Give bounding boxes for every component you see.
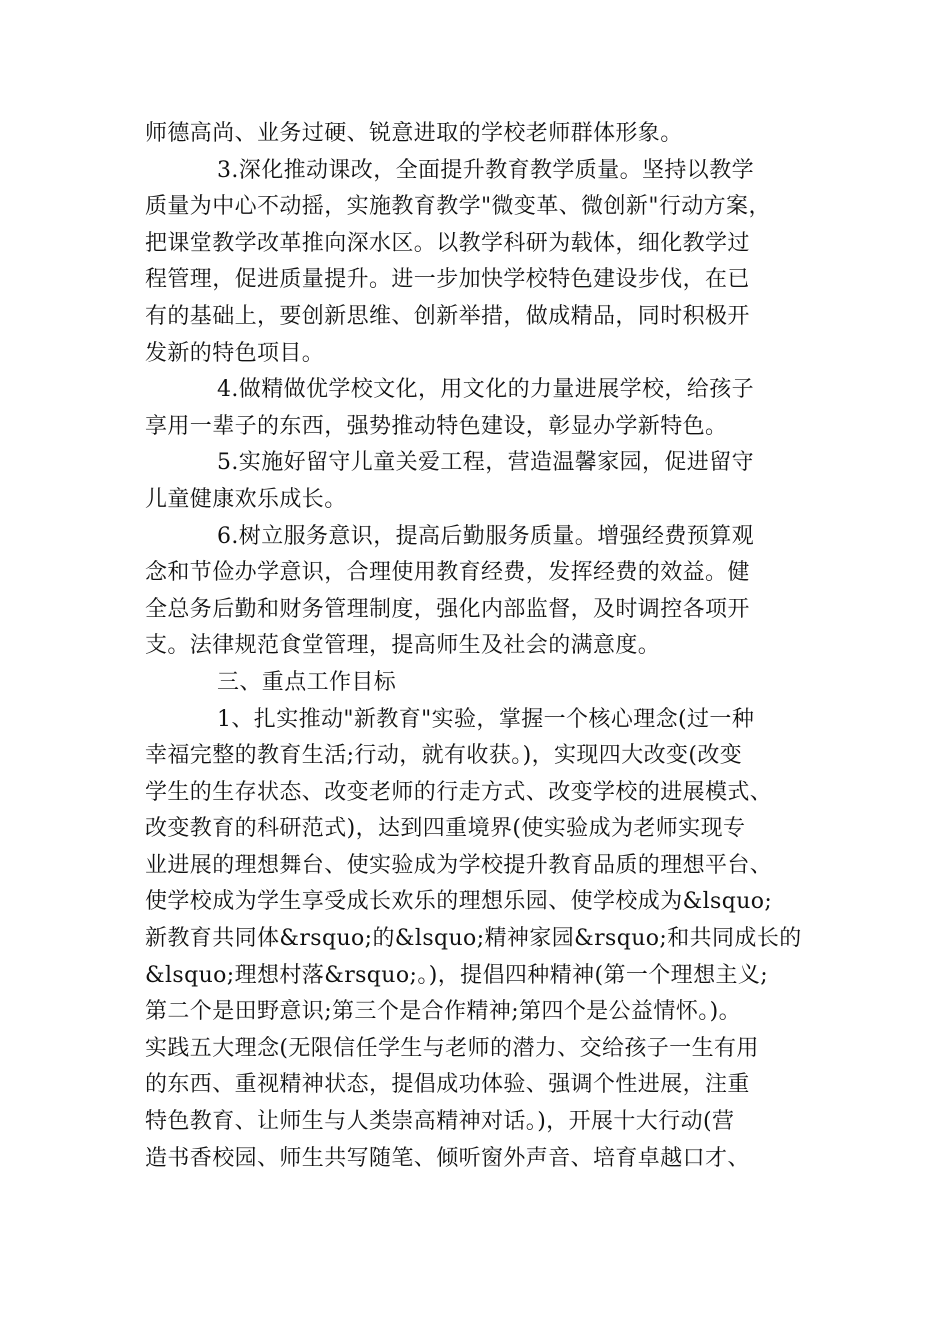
body-text <box>145 116 805 1177</box>
text-line: 改变教育的科研范式)，达到四重境界(使实验成为老师实现专 <box>145 816 746 842</box>
text-line: 全总务后勤和财务管理制度，强化内部监督，及时调控各项开 <box>145 596 750 622</box>
text-line: 质量为中心不动摇，实施教育教学"微变革、微创新"行动方案， <box>145 194 771 220</box>
text-line: 6.树立服务意识，提高后勤服务质量。增强经费预算观 <box>217 523 754 549</box>
text-line: 业进展的理想舞台、使实验成为学校提升教育品质的理想平台、 <box>145 852 773 878</box>
text-line: 有的基础上，要创新思维、创新举措，做成精品，同时积极开 <box>145 303 750 329</box>
text-line: 新教育共同体&rsquo;的&lsquo;精神家园&rsquo;和共同成长的 <box>145 926 802 952</box>
text-line: 念和节俭办学意识，合理使用教育经费，发挥经费的效益。健 <box>145 560 750 586</box>
text-line: 儿童健康欢乐成长。 <box>145 486 347 512</box>
text-line: 特色教育、让师生与人类崇高精神对话。)，开展十大行动(营 <box>145 1109 735 1135</box>
text-line: 发新的特色项目。 <box>145 340 325 366</box>
text-line: 学生的生存状态、改变老师的行走方式、改变学校的进展模式、 <box>145 779 773 805</box>
text-line: 实践五大理念(无限信任学生与老师的潜力、交给孩子一生有用 <box>145 1035 759 1061</box>
text-line: 幸福完整的教育生活;行动，就有收获。)，实现四大改变(改变 <box>145 743 743 769</box>
text-line: 3.深化推动课改，全面提升教育教学质量。坚持以教学 <box>217 157 754 183</box>
text-line: 1、扎实推动"新教育"实验，掌握一个核心理念(过一种 <box>217 706 755 732</box>
text-line: 4.做精做优学校文化，用文化的力量进展学校，给孩子 <box>217 377 754 403</box>
text-line: &lsquo;理想村落&rsquo;。)，提倡四种精神(第一个理想主义; <box>145 962 769 988</box>
text-line: 支。法律规范食堂管理，提高师生及社会的满意度。 <box>145 633 661 659</box>
text-line: 三、重点工作目标 <box>217 669 397 695</box>
text-line: 第二个是田野意识;第三个是合作精神;第四个是公益情怀。)。 <box>145 999 742 1025</box>
text-line: 程管理，促进质量提升。进一步加快学校特色建设步伐，在已 <box>145 267 750 293</box>
text-line: 使学校成为学生享受成长欢乐的理想乐园、使学校成为&lsquo; <box>145 889 773 915</box>
text-line: 造书香校园、师生共写随笔、倾听窗外声音、培育卓越口才、 <box>145 1145 750 1171</box>
text-line: 把课堂教学改革推向深水区。以教学科研为载体，细化教学过 <box>145 230 750 256</box>
text-line: 享用一辈子的东西，强势推动特色建设，彰显办学新特色。 <box>145 413 728 439</box>
text-line: 师德高尚、业务过硬、锐意进取的学校老师群体形象。 <box>145 121 683 146</box>
text-line: 的东西、重视精神状态，提倡成功体验、强调个性进展，注重 <box>145 1072 750 1098</box>
text-line: 5.实施好留守儿童关爱工程，营造温馨家园，促进留守 <box>217 450 754 476</box>
